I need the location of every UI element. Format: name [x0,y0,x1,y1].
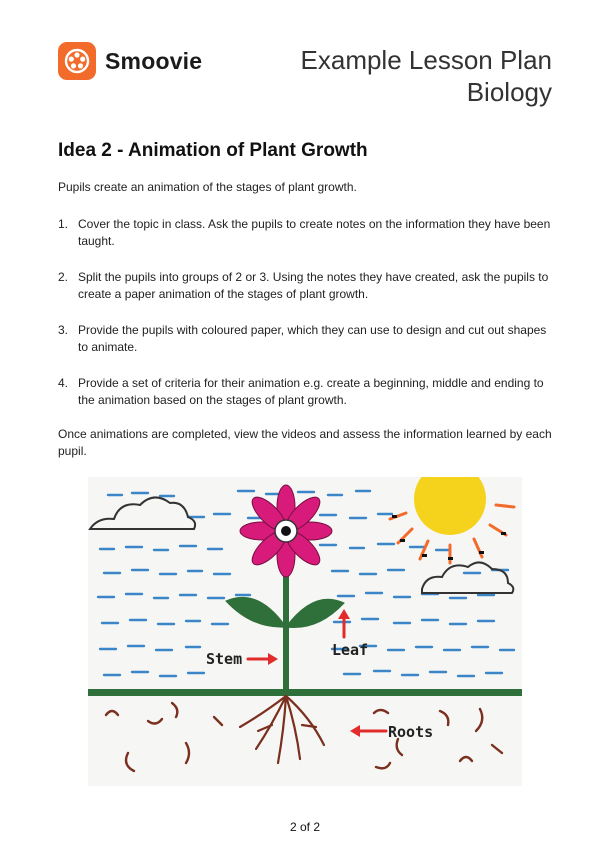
step-number: 2. [58,270,69,284]
step-text: Cover the topic in class. Ask the pupils to create notes on the information they have been taught. [78,217,551,248]
list-item [58,216,558,250]
list-item [58,269,558,303]
flower [240,485,332,577]
document-title-line2: Biology [466,77,552,107]
list-item [58,322,558,356]
step-number: 4. [58,376,69,390]
film-reel-icon [58,42,96,80]
idea-heading: Idea 2 - Animation of Plant Growth [58,140,368,161]
intro-text: Pupils create an animation of the stages of plant growth. [58,180,357,194]
ground-line [88,689,522,696]
step-text: Split the pupils into groups of 2 or 3. Using the notes they have created, ask the pupils to create a paper animation of the stages of plant growth. [78,270,549,301]
stem-label: Stem [206,650,243,668]
step-number: 3. [58,323,69,337]
brand-name: Smoovie [105,47,203,74]
document-title-line1: Example Lesson Plan [300,45,552,75]
step-text: Provide the pupils with coloured paper, which they can use to design and cut out shapes to animate. [78,323,547,354]
closing-text: Once animations are completed, view the videos and assess the information learned by each pupil. [58,427,552,458]
step-text: Provide a set of criteria for their animation e.g. create a beginning, middle and ending to the animation based on the stages of plant growth. [78,376,544,407]
roots-label: Roots [388,723,434,741]
page-number: 2 of 2 [289,820,321,834]
steps-list [58,216,558,428]
document-title [301,44,552,108]
step-number: 1. [58,217,69,231]
leaf-label: Leaf [332,641,369,659]
smoovie-logo [58,42,202,80]
plant-growth-illustration [88,477,522,786]
list-item [58,375,558,409]
